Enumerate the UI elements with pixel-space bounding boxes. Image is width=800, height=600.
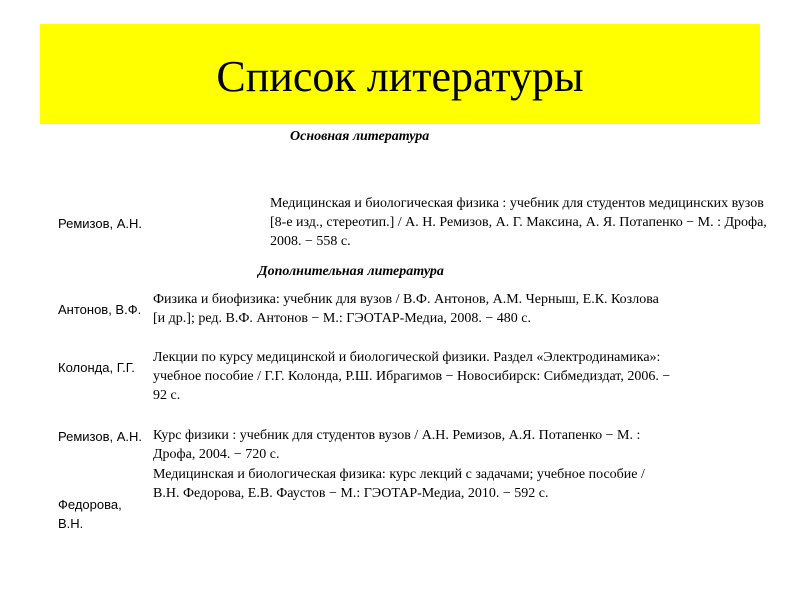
additional-entry-text-4: Медицинская и биологическая физика: курс лекций с задачами; учебное пособие / В.Н. Федорова, Е.В. Фаустов − М.: ГЭОТАР-Медиа, 2010. − 592 с. [153,467,645,501]
page-title: Список литературы [216,52,584,101]
main-entry-author: Ремизов, А.Н. [58,216,142,231]
additional-entry-author-2: Колонда, Г.Г. [58,360,135,375]
title-band [40,24,760,124]
additional-entry-author-1: Антонов, В.Ф. [58,302,142,317]
main-entry-text: Медицинская и биологическая физика : учебник для студентов медицинских вузов [8-е изд., стереотип.] / А. Н. Ремизов, А. Г. Максина, А. Я. Потапенко − М. : Дрофа, 2008. − 558 с. [270,196,767,249]
additional-entry-author-3: Ремизов, А.Н. [58,429,142,444]
additional-literature-heading: Дополнительная литература [258,264,444,279]
additional-entry-text-2: Лекции по курсу медицинской и биологической физики. Раздел «Электродинамика»: учебное пособие / Г.Г. Колонда, Р.Ш. Ибрагимов − Новосибирск: Сибмедиздат, 2006. − 92 с. [153,350,671,403]
additional-entry-text-1: Физика и биофизика: учебник для вузов / В.Ф. Антонов, А.М. Черныш, Е.К. Козлова [и др.]; ред. В.Ф. Антонов − М.: ГЭОТАР-Медиа, 2008. − 480 с. [153,292,659,326]
additional-entry-text-3: Курс физики : учебник для студентов вузов / А.Н. Ремизов, А.Я. Потапенко − М. : Дрофа, 2004. − 720 с. [153,428,641,462]
additional-entry-author-4: Федорова, В.Н. [58,497,122,531]
main-literature-heading: Основная литература [290,129,430,144]
